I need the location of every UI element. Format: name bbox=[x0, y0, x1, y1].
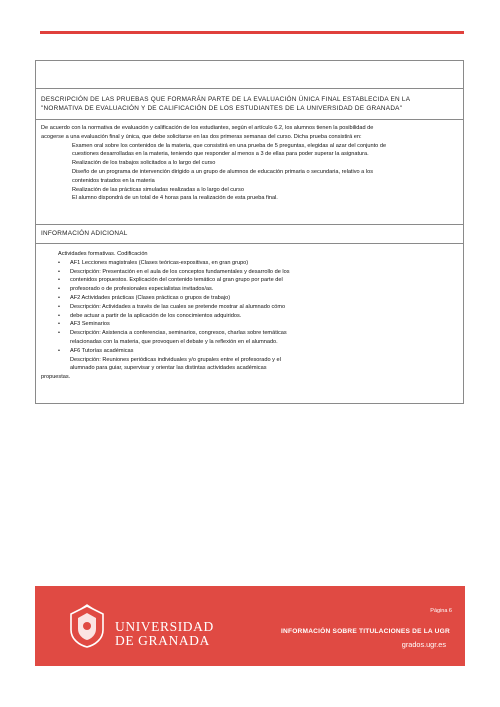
activity-text: Descripción: Asistencia a conferencias, seminarios, congresos, charlas sobre temáticas bbox=[70, 330, 287, 337]
activities-list bbox=[41, 259, 457, 373]
activity-list-item bbox=[41, 259, 457, 268]
section-separator bbox=[36, 243, 463, 244]
activity-list-item bbox=[41, 276, 457, 285]
footer-banner bbox=[35, 586, 465, 666]
activity-list-item bbox=[41, 329, 457, 338]
bullet-icon: • bbox=[58, 347, 60, 354]
evaluation-body bbox=[41, 124, 457, 203]
evaluation-section-title bbox=[41, 96, 458, 113]
content-frame bbox=[35, 60, 464, 404]
evaluation-indented-line: Diseño de un programa de intervención dirigido a un grupo de alumnos de educación primaria o secundaria, relativo a los bbox=[72, 168, 373, 175]
activity-list-item bbox=[41, 294, 457, 303]
evaluation-line: De acuerdo con la normativa de evaluación y calificación de los estudiantes, según el artículo 6.2, los alumnos tienen la posibilidad de bbox=[41, 125, 374, 131]
activity-list-item bbox=[41, 312, 457, 321]
university-name-line2: DE GRANADA bbox=[115, 633, 210, 648]
bullet-icon: • bbox=[58, 312, 60, 319]
evaluation-indented-line: cuestiones desarrolladas en la materia, teniendo que responder al menos a 3 de ellas para poder superar la asignatura. bbox=[72, 151, 369, 158]
activity-text: contenidos propuestos. Explicación del contenido temático al gran grupo por parte del bbox=[70, 277, 283, 284]
activity-text: AF1 Lecciones magistrales (Clases teóricas-expositivas, en gran grupo) bbox=[70, 259, 249, 266]
bullet-icon: • bbox=[58, 259, 60, 266]
header-separator bbox=[36, 88, 463, 89]
evaluation-line: acogerse a una evaluación final y única, que debe solicitarse en las dos primeras semanas del curso. Dicha prueba consistirá en: bbox=[41, 133, 362, 140]
activity-text: alumnado para guiar, supervisar y orientar las distintas actividades académicas bbox=[70, 365, 267, 372]
activity-text: relacionadas con la materia, que provoquen el debate y la reflexión en el alumnado. bbox=[70, 338, 278, 345]
bullet-icon: • bbox=[58, 268, 60, 275]
evaluation-title-line1: DESCRIPCIÓN DE LAS PRUEBAS QUE FORMARÁN PARTE DE LA EVALUACIÓN ÚNICA FINAL ESTABLECIDA EN LA bbox=[41, 96, 411, 103]
additional-info-title: INFORMACIÓN ADICIONAL bbox=[41, 230, 128, 237]
activity-text: Descripción: Actividades a través de las cuales se pretende mostrar al alumnado cómo bbox=[70, 303, 286, 310]
activity-text: Descripción: Reuniones periódicas individuales y/o grupales entre el profesorado y el bbox=[70, 356, 281, 363]
evaluation-indented-line: Examen oral sobre los contenidos de la materia, que consistirá en una prueba de 5 preguntas, elegidas al azar del conjunto de bbox=[72, 142, 387, 149]
section-separator bbox=[36, 224, 463, 225]
activities-intro: Actividades formativas. Codificación bbox=[58, 251, 148, 257]
activity-text: AF2 Actividades prácticas (Clases prácticas o grupos de trabajo) bbox=[70, 294, 231, 301]
grados-website-link[interactable]: grados.ugr.es bbox=[401, 640, 446, 649]
activity-text: profesorado o de profesionales especialistas invitados/as. bbox=[70, 286, 214, 293]
bullet-icon: • bbox=[58, 330, 60, 337]
evaluation-indented-line: contenidos tratados en la materia bbox=[72, 177, 155, 184]
activity-text: Descripción: Presentación en el aula de los conceptos fundamentales y desarrollo de los bbox=[70, 268, 290, 275]
activity-list-item bbox=[41, 364, 457, 373]
university-name-line1: UNIVERSIDAD bbox=[115, 619, 214, 634]
activity-list-item bbox=[41, 356, 457, 365]
bullet-icon: • bbox=[58, 303, 60, 310]
page-number: Página 6 bbox=[430, 608, 452, 614]
activity-text: debe actuar a partir de la aplicación de los conocimientos adquiridos. bbox=[70, 312, 242, 319]
evaluation-indented-line: Realización de los trabajos solicitados a lo largo del curso bbox=[72, 160, 216, 167]
activity-list-item bbox=[41, 320, 457, 329]
bullet-icon: • bbox=[58, 294, 60, 301]
bullet-icon: • bbox=[58, 277, 60, 284]
activity-list-item bbox=[41, 285, 457, 294]
activity-text: AF6 Tutorías académicas bbox=[70, 347, 134, 354]
degrees-info-title: INFORMACIÓN SOBRE TITULACIONES DE LA UGR bbox=[281, 628, 450, 635]
bullet-icon: • bbox=[58, 286, 60, 293]
evaluation-title-line2: "NORMATIVA DE EVALUACIÓN Y DE CALIFICACIÓN DE LOS ESTUDIANTES DE LA UNIVERSIDAD DE GRANADA" bbox=[41, 104, 403, 112]
bullet-icon: • bbox=[58, 321, 60, 328]
activity-text: AF3 Seminarios bbox=[70, 321, 110, 328]
activity-list-item bbox=[41, 268, 457, 277]
activity-list-item bbox=[41, 338, 457, 347]
activity-list-item bbox=[41, 347, 457, 356]
section-separator bbox=[36, 119, 463, 120]
activities-tail: propuestas. bbox=[41, 374, 71, 381]
activity-list-item bbox=[41, 303, 457, 312]
additional-info-body bbox=[41, 250, 457, 382]
top-accent-rule bbox=[40, 31, 464, 34]
evaluation-indented-line: El alumno dispondrá de un total de 4 horas para la realización de esta prueba final. bbox=[72, 195, 278, 202]
university-seal-icon bbox=[67, 604, 107, 648]
evaluation-indented-line: Realización de las prácticas simuladas realizadas a lo largo del curso bbox=[72, 186, 244, 193]
